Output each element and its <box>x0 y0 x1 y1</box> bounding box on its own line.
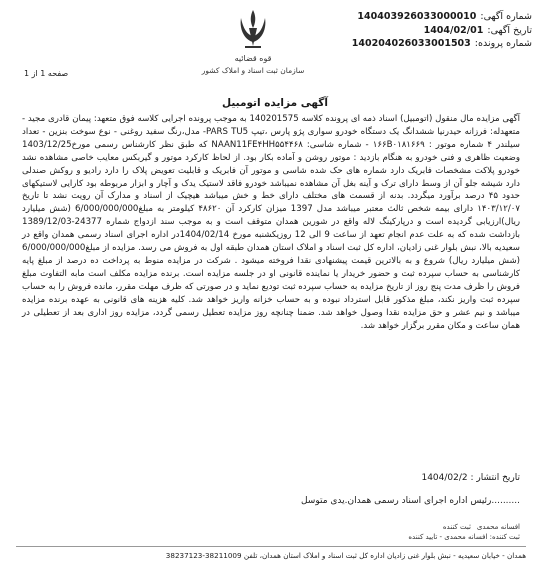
publish-date: تاریخ انتشار : 1404/02/2 <box>421 473 520 483</box>
logo-subtitle: سازمان ثبت اسناد و املاک کشور <box>201 66 305 75</box>
registrar-note: ثبت کننده: افسانه محمدی - تایید کننده <box>408 533 520 541</box>
notice-number-row: شماره آگهی: 140403926033000010 <box>357 11 532 22</box>
notice-date: 1404/02/01 <box>423 24 484 36</box>
logo-title: قوه قضائیه <box>234 54 272 63</box>
notice-body <box>22 113 520 332</box>
case-number: 140204026033001503 <box>351 38 471 49</box>
registrar-role: ثبت کننده <box>442 523 471 531</box>
signatory: ..........رئیس اداره اجرای اسناد رسمی همدان.یدی متوسل <box>300 496 520 506</box>
footer-divider <box>16 546 526 547</box>
notice-paragraph: آگهی مزایده مال منقول (اتومبیل) اسناد ذمه ای پرونده کلاسه 140201575 به موجب پرونده اجرایی کلاسه فوق متعهد: پیمان قادری مجید - متعهدله: فرزانه حیدرنیا ششدانگ یک دستگاه خودرو سواری پژو پارس ،تیپ PARS TU5- مدل،رنگ سفید روغنی - نوع سوخت بنزین - تعداد سیلندر ۴ شماره موتور : ۱۶۶B۰۱۸۱۶۶۹ - شماره شاسی: NAAN11FE۴HH۵۵۴۴۶۸ که طبق نظر کارشناس رسمی مورخ1403/12/25 وضعیت ظاهری و فنی خودرو به هنگام بازدید : موتور روشن و آماده بکار بود. از لحاظ کارکرد موتور و گیربکس معایب خاصی مشاهده نشد خودرو پلاکت مشخصات فابریک دارد شماره های حک شده شاسی و موتور آن فابریک و قابلیت تعویض پلاک را دارد رادیو و روکش صندلی دارد شیشه جلو آن از وسط دارای ترک و آینه بغل آن مشاهده نمیباشد خودرو فاقد لاستیک یدک و آچار و ابزار مربوطه بود کارایی لاستیکهای حدود ۴۵ درصد برآورد میگردد. بدنه از قسمت های مختلف دارای خط و خش میباشد هیچیک از اسناد و مدارک آن رویت نشد تا تاریخ ۱۴۰۳/۱۲/۰۷ دارای بیمه شخص ثالث معتبر میباشد مدل 1397 میزان کارکرد آن ۴۸۶۲۰ کیلومتر به مبلغ6/000/000/000 (شش میلیارد ریال)ارزیابی گردیده است و درپارکینگ لاله واقع در شورین همدان متوقف است و به موجب سند ازدواج شماره 24377-1389/12/03 بازداشت شده که به علت عدم انجام تعهد از ساعت 9 الی 12 روزیکشنبه مورخ 1404/02/14در اداره اجرای اسناد رسمی همدان واقع در سعیدیه بالا، نبش بلوار غنی زادیان، اداره کل ثبت اسناد و املاک استان همدان طبقه اول به فروش می رسد. مزایده از مبلغ6/000/000/000 (شش میلیارد ریال) شروع و به بالاترین قیمت پیشنهادی نقدا فروخته میشود . شرکت در مزایده منوط به پرداخت ده درصد از مبلغ پایه کارشناسی به حساب سپرده ثبت و حضور خریدار یا نماینده قانونی او در جلسه مزایده است. برنده مزایده مکلف است مابه التفاوت مبلغ فروش را ظرف مدت پنج روز از تاریخ مزایده به حساب سپرده ثبت تودیع نماید و در صورتی که ظرف مهلت مقرر، مانده فروش را به حساب سپرده ثبت واریز نکند، مبلغ مذکور قابل استرداد نبوده و به حساب خزانه واریز خواهد شد. کلیه هزینه های قانونی به عهده برنده مزایده میباشد و نیم عشر و حق مزایده نقدا وصول خواهد شد. ضمنا چنانچه روز مزایده تعطیل رسمی گردد، مزایده روز اداری بعد از تعطیلی در همان ساعت و مکان مقرر برگزار خواهد شد. <box>22 114 521 331</box>
page-indicator: صفحه 1 از 1 <box>24 69 69 78</box>
case-number-row: شماره پرونده: 140204026033001503 <box>351 38 532 49</box>
emblem-icon <box>223 8 283 52</box>
notice-number: 140403926033000010 <box>357 11 477 22</box>
notice-title: آگهی مزایده اتومبیل <box>222 97 328 109</box>
judiciary-logo <box>178 8 328 90</box>
registrar-info <box>330 522 520 542</box>
footer-address: همدان - خیابان سعیدیه - نبش بلوار غنی زادیان اداره کل ثبت اسناد و املاک استان همدان، تلفن 38211009-38237123 <box>165 551 526 560</box>
notice-date-row: تاریخ آگهی: 1404/02/01 <box>423 24 532 36</box>
registrar-name: افسانه محمدی <box>476 523 520 531</box>
